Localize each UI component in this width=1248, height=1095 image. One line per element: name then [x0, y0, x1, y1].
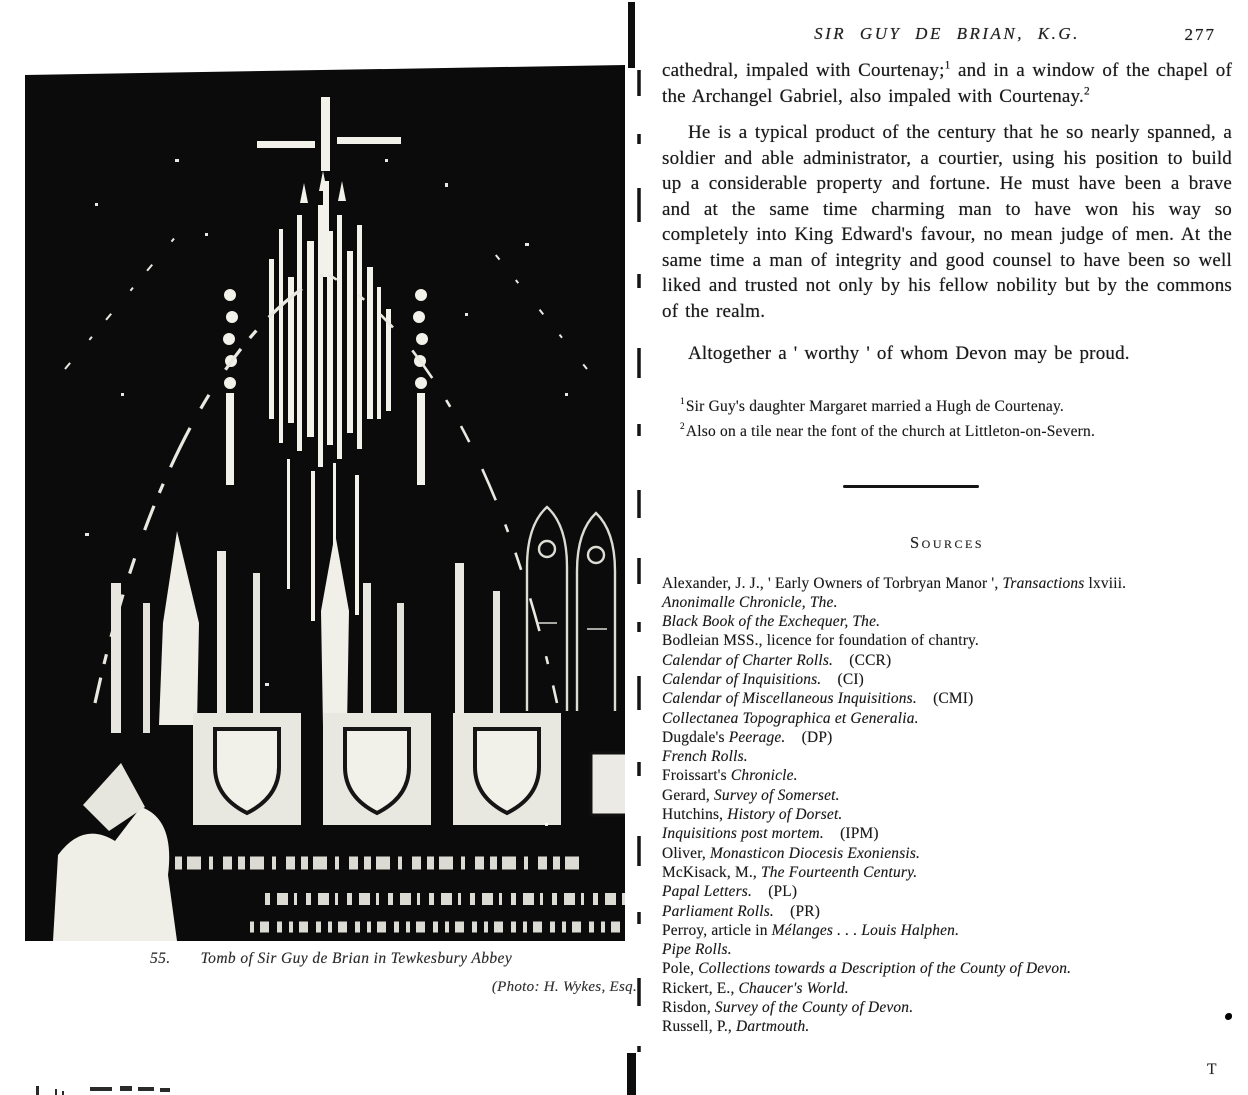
paragraph-character: He is a typical product of the century that he so nearly spanned, a soldier and able administrator, a courtier, using his position to build up a considerable property and fortune. He must have been a brave and at the same time charming man to have won his way so completely into King Edward's favour, no mean judge of men. At the same time a man of integrity and good counsel to have been so well liked and trusted not only by his fellow nobility but by the commons of the realm.	[662, 122, 1232, 322]
source-entry: Froissart's Chronicle.	[662, 767, 798, 785]
source-entry: Calendar of Inquisitions. (CI)	[662, 670, 864, 688]
cropped-marginalia	[28, 1082, 188, 1095]
footnote: $^1$Sir Guy's daughter Margaret married a Hugh de Courtenay.	[680, 397, 1064, 415]
source-entry: Rickert, E., Chaucer's World.	[662, 979, 849, 997]
source-entry: Calendar of Charter Rolls. (CCR)	[662, 651, 892, 669]
source-entry: Papal Letters. (PL)	[662, 883, 798, 901]
text-column	[662, 0, 1232, 1037]
figure-number: 55.	[150, 950, 171, 967]
source-entry: Perroy, article in Mélanges . . . Louis Halphen.	[662, 921, 960, 939]
source-entry: Calendar of Miscellaneous Inquisitions. (CMI)	[662, 690, 974, 708]
source-entry: Parliament Rolls. (PR)	[662, 902, 821, 920]
source-entry: Pole, Collections towards a Description of the County of Devon.	[662, 960, 1072, 978]
running-head-title: SIR GUY DE BRIAN, K.G.	[814, 24, 1080, 43]
page-number: 277	[1184, 25, 1216, 44]
source-entry: Gerard, Survey of Somerset.	[662, 786, 840, 804]
paragraph-cathedral-window: cathedral, impaled with Courtenay;$^1$ and in a window of the chapel of the Archangel Gabriel, also impaled with Courtenay.$^2$	[662, 59, 1232, 107]
book-gutter-line	[622, 0, 648, 1095]
sources-list	[662, 574, 1232, 1037]
source-entry: Russell, P., Dartmouth.	[662, 1018, 810, 1036]
source-entry: Risdon, Survey of the County of Devon.	[662, 999, 914, 1017]
source-entry: Inquisitions post mortem. (IPM)	[662, 825, 879, 843]
source-entry: Pipe Rolls.	[662, 941, 732, 959]
tomb-photo	[25, 63, 625, 941]
sources-heading: Sources	[909, 532, 985, 552]
section-rule	[843, 485, 979, 488]
source-entry: Dugdale's Peerage. (DP)	[662, 728, 833, 746]
running-head	[662, 24, 1232, 48]
footnotes	[662, 394, 1232, 444]
signature-mark: T	[1207, 1061, 1217, 1078]
source-entry: Collectanea Topographica et Generalia.	[662, 709, 919, 727]
source-entry: Hutchins, History of Dorset.	[662, 806, 843, 824]
source-entry: McKisack, M., The Fourteenth Century.	[662, 863, 918, 881]
figure-caption	[150, 950, 636, 968]
source-entry: French Rolls.	[662, 748, 748, 766]
paragraph-worthy: Altogether a ' worthy ' of whom Devon may be proud.	[688, 343, 1130, 364]
footnote: $^2$Also on a tile near the font of the church at Littleton-on-Severn.	[680, 422, 1096, 440]
photo-credit: (Photo: H. Wykes, Esq.	[491, 979, 637, 995]
source-entry: Bodleian MSS., licence for foundation of chantry.	[662, 632, 979, 650]
tomb-photo-image	[25, 63, 625, 941]
source-entry: Anonimalle Chronicle, The.	[662, 593, 838, 611]
source-entry: Black Book of the Exchequer, The.	[662, 613, 881, 631]
figure-caption-text: Tomb of Sir Guy de Brian in Tewkesbury Abbey	[200, 950, 513, 967]
source-entry: Oliver, Monasticon Diocesis Exoniensis.	[662, 844, 921, 862]
source-entry: Alexander, J. J., ' Early Owners of Torbryan Manor ', Transactions lxviii.	[662, 574, 1127, 592]
